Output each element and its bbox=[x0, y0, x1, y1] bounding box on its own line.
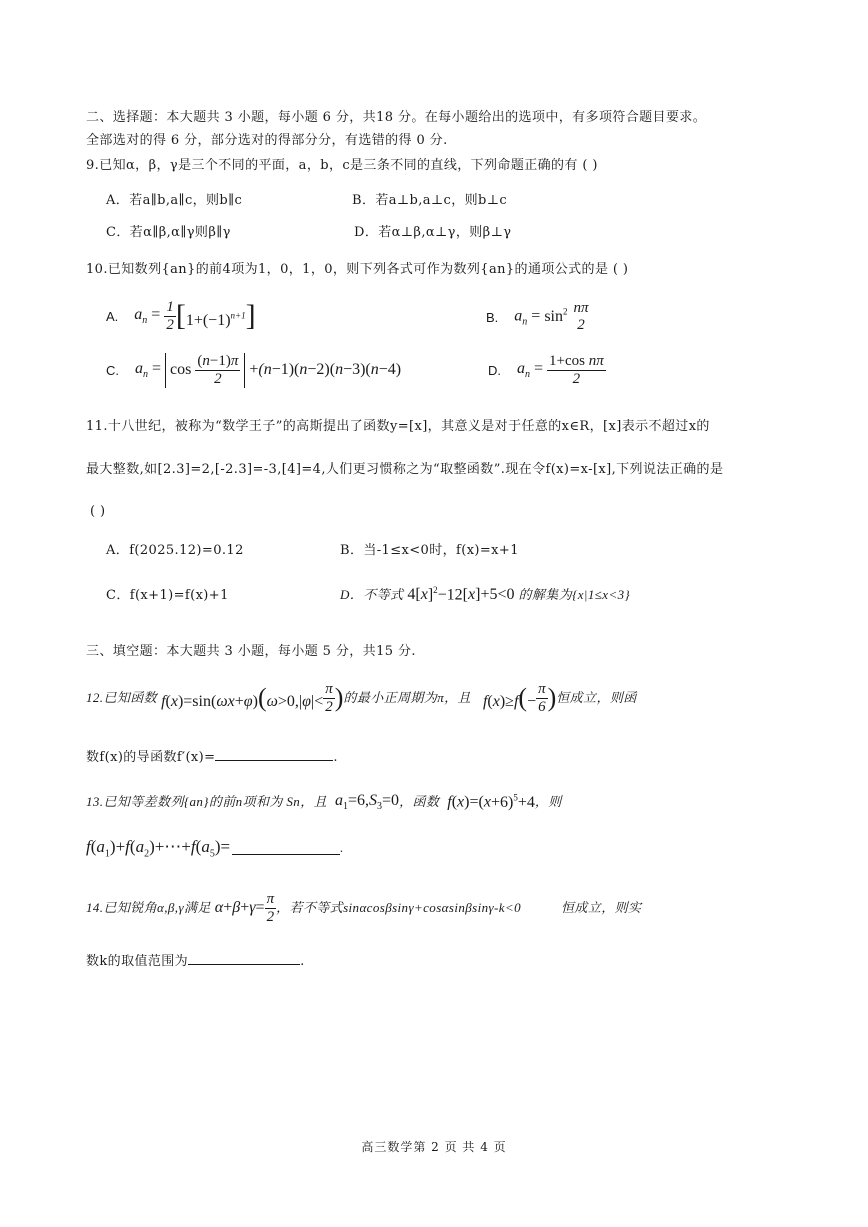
q14-line2 bbox=[86, 952, 305, 970]
q10-option-b-frac: nπ 2 bbox=[573, 300, 589, 333]
q13-prefix: 13.已知等差数列{an}的前n项和为 Sn，且 bbox=[86, 794, 327, 809]
q11-option-c: C．f(x+1)=f(x)+1 bbox=[106, 588, 229, 603]
q12-line1: 12.已知函数 f(x)=sin(ωx+φ)(ω>0,|φ|< $\frac{\pi}{2}$ ) 的最小正周期为π，且 f(x)≥f(− $\frac{\pi}{6}$ ) 恒成立，则函 bbox=[86, 680, 637, 715]
section2-header: 二、选择题：本大题共 3 小题，每小题 6 分，共18 分。在每小题给出的选项中，有多项符合题目要求。 bbox=[86, 110, 707, 125]
q11-option-b: B．当-1≤x<0时，f(x)=x+1 bbox=[340, 543, 519, 558]
q10-option-b bbox=[486, 300, 591, 334]
q13-middle: ，函数 bbox=[399, 794, 440, 809]
q12-answer-blank[interactable] bbox=[215, 748, 333, 761]
q11-line3: ( ) bbox=[90, 504, 106, 519]
q13-line2: $f(a_1)+f(a_2)+\cdots+f(a_5)=$ . bbox=[86, 836, 344, 860]
q11-line1: 11.十八世纪，被称为“数学王子”的高斯提出了函数y=[x]，其意义是对于任意的x∈R，[x]表示不超过x的 bbox=[86, 419, 710, 434]
q13-suffix: ，则 bbox=[534, 794, 562, 809]
q14-suffix: 恒成立，则实 bbox=[561, 900, 642, 915]
q14-middle: ，若不等式sinαcosβsinγ+cosαsinβsinγ-k<0 bbox=[276, 900, 522, 915]
q11-option-a: A．f(2025.12)=0.12 bbox=[106, 543, 244, 558]
q12-line2-end: . bbox=[333, 750, 338, 765]
section3-header: 三、填空题：本大题共 3 小题，每小题 5 分，共15 分. bbox=[86, 644, 416, 659]
q11-line2: 最大整数,如[2.3]=2,[-2.3]=-3,[4]=4,人们更习惯称之为“取整函数”.现在令f(x)=x-[x],下列说法正确的是 bbox=[86, 462, 724, 477]
q14-answer-blank[interactable] bbox=[188, 952, 300, 965]
q10-option-a-bracket: $[1+(-1)^{n+1}]$ bbox=[175, 299, 256, 332]
page-footer: 高三数学第 2 页 共 4 页 bbox=[361, 1140, 507, 1154]
q10-option-a bbox=[106, 298, 256, 334]
q14-line2-text: 数k的取值范围为 bbox=[86, 954, 189, 969]
q9-stem: 9.已知α，β，γ是三个不同的平面，a，b，c是三条不同的直线，下列命题正确的有 ( ) bbox=[86, 158, 598, 173]
q9-option-b: B．若a⊥b,a⊥c，则b⊥c bbox=[352, 193, 508, 208]
q12-line2 bbox=[86, 748, 338, 766]
q11-option-d: D．不等式 4[ x ]$^2$−12[ x ]+5<0 的解集为{x|1≤x<3} bbox=[340, 585, 631, 604]
q10-option-a-frac: $\frac{1}{2}$ bbox=[166, 298, 174, 333]
q13-end: . bbox=[340, 840, 344, 855]
q11-option-d-prefix: D．不等式 bbox=[340, 587, 404, 602]
q10-option-c-formula: $a_n$ = bbox=[135, 359, 162, 381]
q14-line2-end: . bbox=[300, 954, 305, 969]
q12-line2-text: 数f(x)的导函数f′(x)= bbox=[86, 750, 216, 765]
q12-middle: 的最小正周期为π，且 bbox=[343, 690, 471, 705]
q10-option-d-formula: $a_n$ = bbox=[517, 359, 544, 381]
q10-option-d-label: D. bbox=[488, 362, 501, 378]
q9-option-a: A．若a∥b,a∥c，则b∥c bbox=[106, 193, 243, 208]
q11-option-d-suffix: 的解集为{x|1≤x<3} bbox=[518, 587, 631, 602]
q14-prefix: 14.已知锐角α,β,γ满足 bbox=[86, 900, 211, 915]
section2-rule: 全部选对的得 6 分，部分选对的得部分分，有选错的得 0 分. bbox=[86, 133, 448, 148]
q10-option-c: C. $a_n$ = cos $\frac{(n-1)\pi}{2}$ + (n −1)( n −2)( n −3)( n −4) bbox=[106, 352, 402, 387]
q10-option-b-formula: $a_n = \sin^2$ bbox=[514, 306, 568, 328]
q9-option-c: C．若α∥β,α∥γ则β∥γ bbox=[106, 225, 231, 240]
q10-option-c-abs: cos $\frac{(n-1)\pi}{2}$ bbox=[165, 353, 245, 388]
q10-option-a-label: A. bbox=[106, 308, 119, 324]
q10-stem: 10.已知数列{an}的前4项为1，0，1，0，则下列各式可作为数列{an}的通项公式的是 ( ) bbox=[86, 262, 629, 277]
q10-option-c-label: C. bbox=[106, 362, 119, 378]
q13-line1: 13.已知等差数列{an}的前n项和为 Sn，且 $a_1=6,S_3=0$ ，函数 $f(x)=(x+6)^5+4$ ，则 bbox=[86, 791, 562, 813]
q10-option-a-formula: $a_n$ = bbox=[134, 305, 161, 327]
q14-line1: 14.已知锐角α,β,γ满足 α+β+γ= $\frac{\pi}{2}$ ，若不等式sinαcosβsinγ+cosαsinβsinγ-k<0 恒成立，则实 bbox=[86, 890, 642, 925]
q9-option-d: D．若α⊥β,α⊥γ，则β⊥γ bbox=[354, 225, 512, 240]
q12-prefix: 12.已知函数 bbox=[86, 690, 158, 705]
q12-suffix: 恒成立，则函 bbox=[556, 690, 637, 705]
q13-answer-blank[interactable] bbox=[232, 842, 340, 855]
q10-option-b-label: B. bbox=[486, 309, 499, 325]
q10-option-d-frac: $\frac{\text{1+cos nπ}}{2}$ bbox=[549, 352, 604, 387]
q10-option-d bbox=[488, 350, 606, 390]
